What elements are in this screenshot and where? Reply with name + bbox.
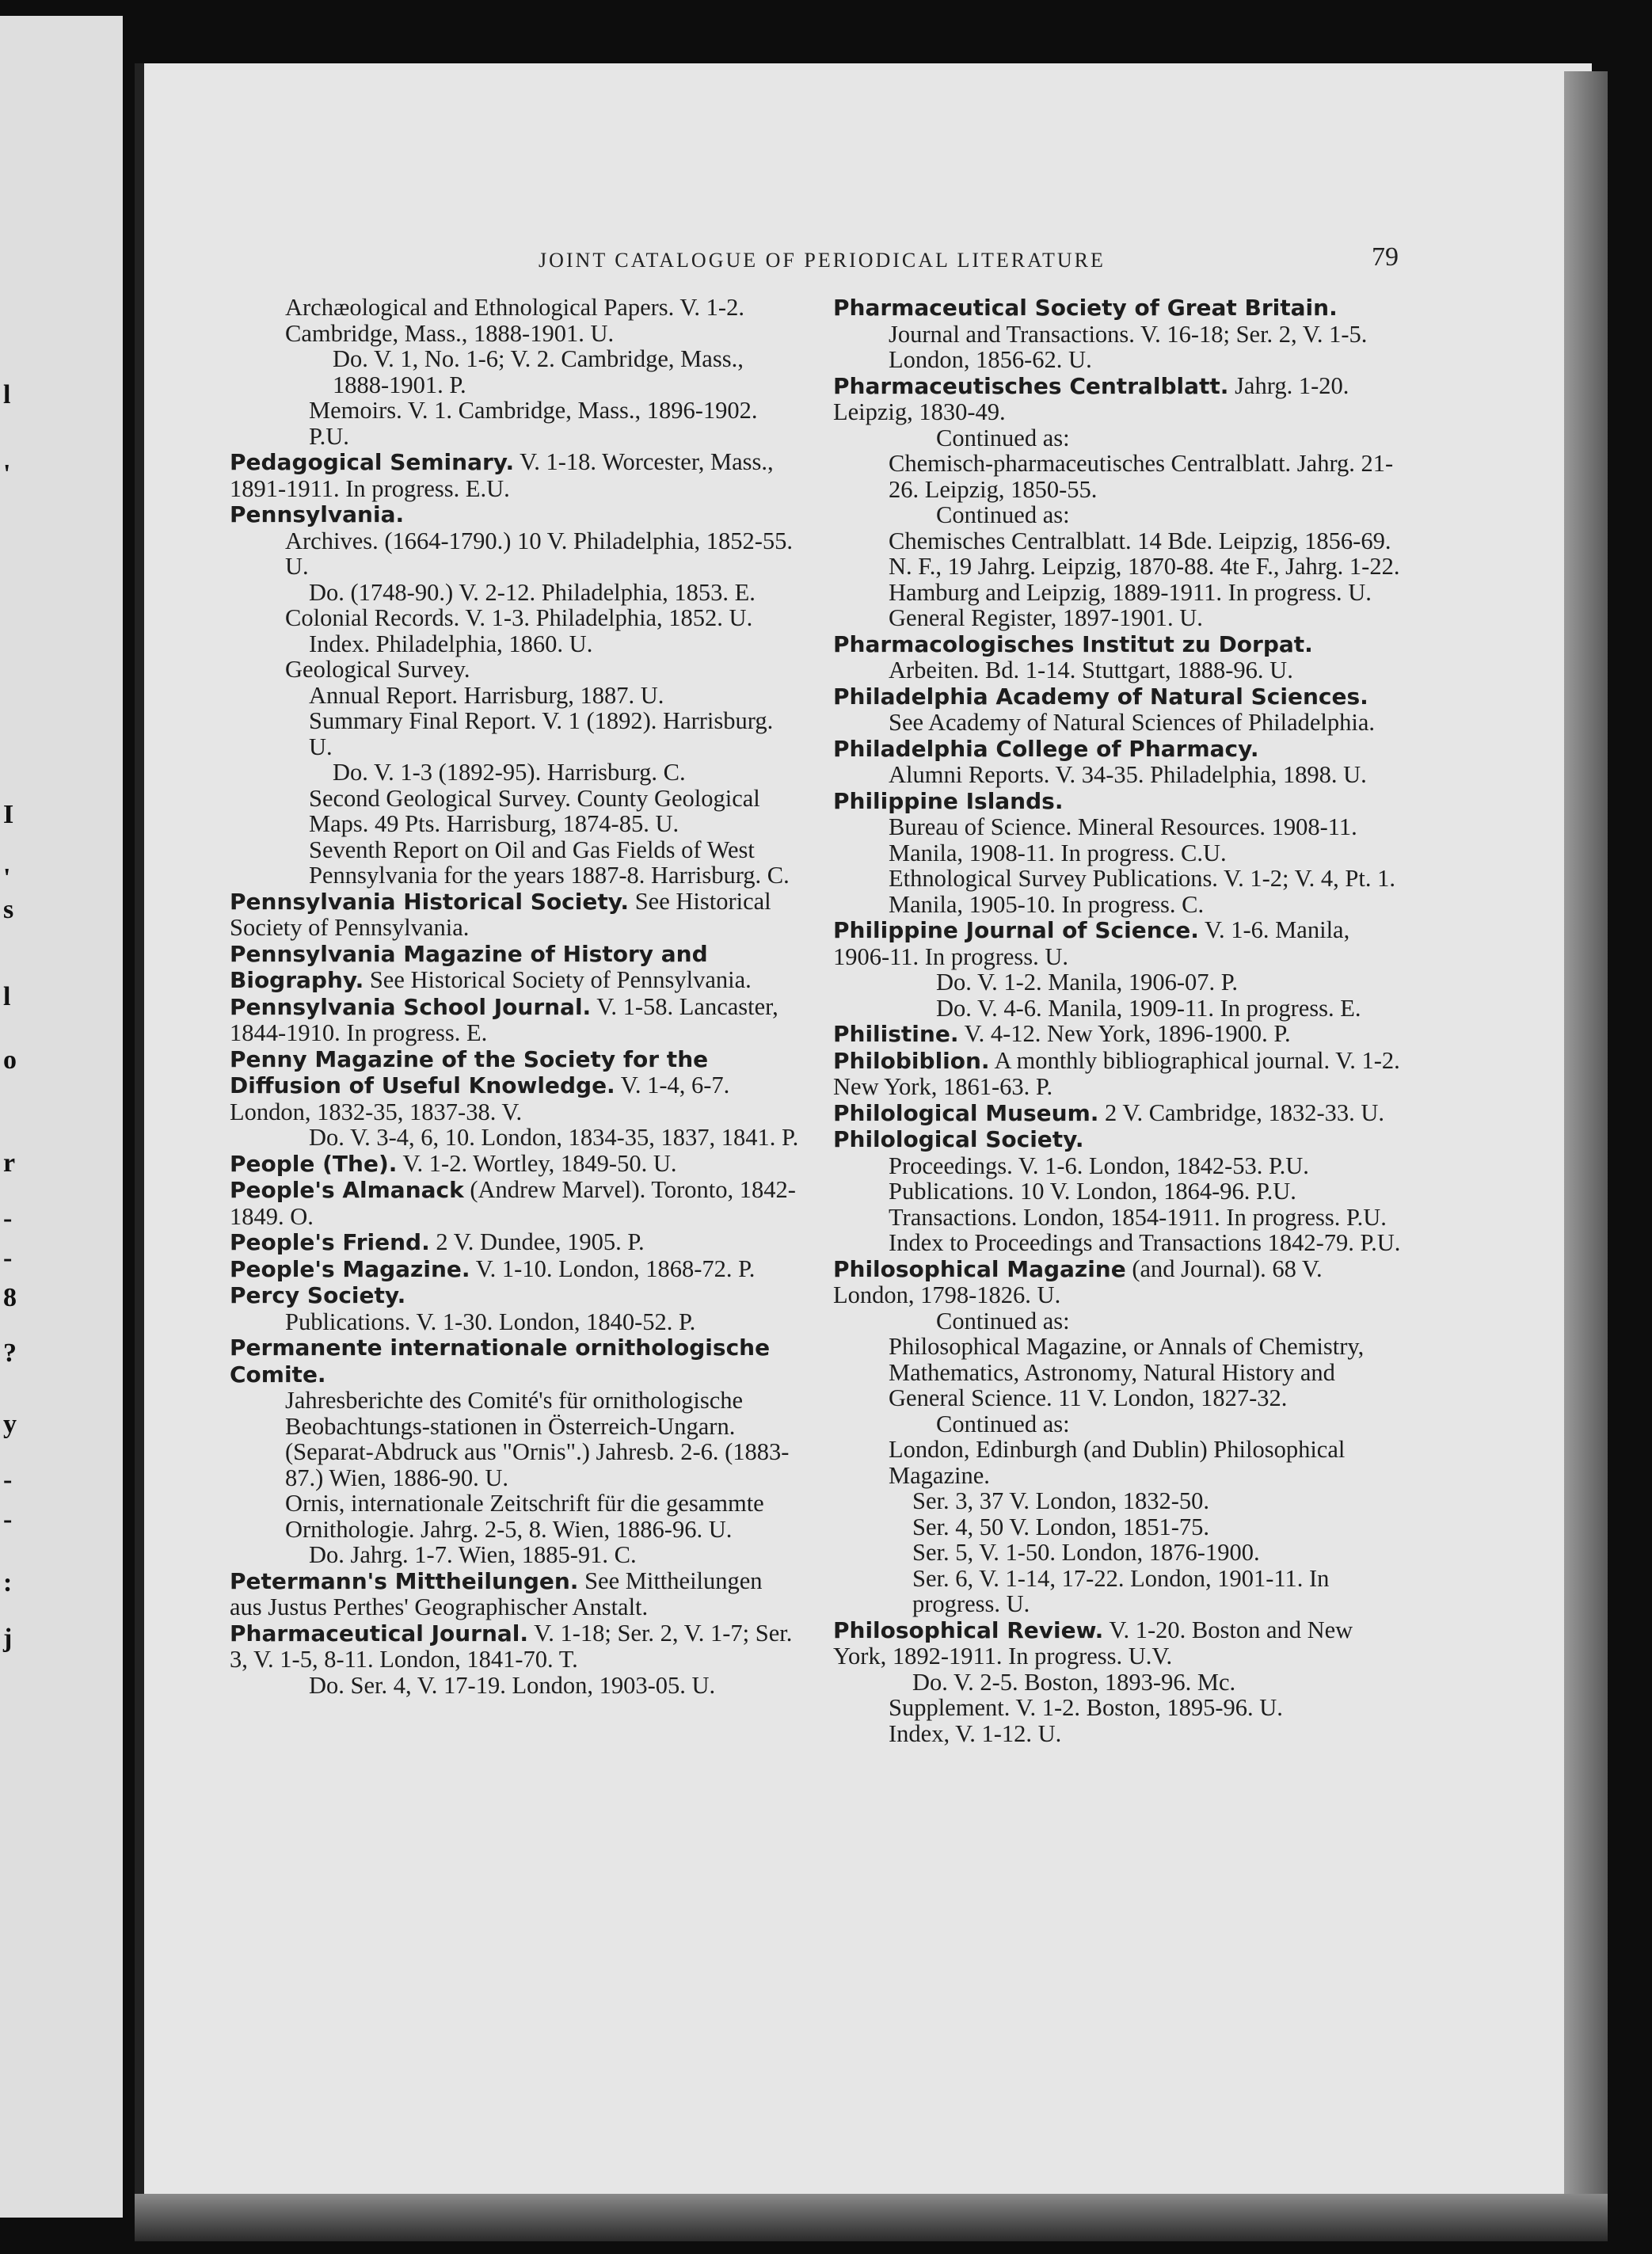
catalogue-entry xyxy=(230,708,800,760)
margin-fragment: j xyxy=(3,1624,13,1653)
entry-text: Do. V. 1, No. 1-6; V. 2. Cambridge, Mass., 1888-1901. P. xyxy=(333,345,744,398)
margin-fragment: r xyxy=(3,1148,16,1178)
entry-text: Ornis, internationale Zeitschrift für die gesammte Ornithologie. Jahrg. 2-5, 8. Wien, 1886-96. U. xyxy=(285,1490,764,1543)
catalogue-entry xyxy=(833,657,1403,683)
entry-text: Continued as: xyxy=(936,1307,1070,1335)
entry-text: Arbeiten. Bd. 1-14. Stuttgart, 1888-96. U. xyxy=(889,657,1293,683)
entry-text: Seventh Report on Oil and Gas Fields of West Pennsylvania for the years 1887-8. Harrisburg. C. xyxy=(309,836,790,889)
catalogue-entry xyxy=(833,1178,1403,1205)
entry-text: London, Edinburgh (and Dublin) Philosophical Magazine. xyxy=(889,1436,1346,1489)
catalogue-entry xyxy=(833,917,1403,969)
catalogue-entry xyxy=(230,346,800,398)
margin-fragment: l xyxy=(3,982,11,1011)
catalogue-entry xyxy=(833,1514,1403,1540)
catalogue-entry xyxy=(230,683,800,709)
catalogue-entry xyxy=(230,889,800,941)
catalogue-entry xyxy=(230,760,800,786)
entry-text: Do. V. 1-2. Manila, 1906-07. P. xyxy=(936,969,1238,996)
entry-text: V. 1-20. Boston and New York, 1892-1911. In progress. U.V. xyxy=(833,1616,1353,1670)
entry-text: (and Journal). 68 V. London, 1798-1826. U. xyxy=(833,1255,1323,1308)
entry-text: Do. V. 4-6. Manila, 1909-11. In progress. E. xyxy=(936,994,1361,1022)
entry-text: Do. (1748-90.) V. 2-12. Philadelphia, 1853. E. xyxy=(309,578,756,606)
catalogue-entry xyxy=(833,1230,1403,1256)
entry-text: Do. V. 3-4, 6, 10. London, 1834-35, 1837, 1841. P. xyxy=(309,1124,799,1151)
margin-fragment: - xyxy=(3,1505,13,1534)
catalogue-entry xyxy=(833,631,1403,658)
entry-text: Memoirs. V. 1. Cambridge, Mass., 1896-1902. P.U. xyxy=(309,397,758,450)
running-title: JOINT CATALOGUE OF PERIODICAL LITERATURE xyxy=(539,249,1106,272)
entry-text: Colonial Records. V. 1-3. Philadelphia, 1852. U. xyxy=(285,604,753,631)
entry-text: (Andrew Marvel). Toronto, 1842-1849. O. xyxy=(230,1176,796,1230)
catalogue-entry xyxy=(230,837,800,889)
catalogue-entry xyxy=(833,1617,1403,1670)
catalogue-entry xyxy=(230,398,800,449)
entry-text: Do. Jahrg. 1-7. Wien, 1885-91. C. xyxy=(309,1541,637,1568)
catalogue-entry xyxy=(230,1282,800,1309)
entry-heading: Philological Society. xyxy=(833,1126,1084,1152)
entry-text: V. 4-12. New York, 1896-1900. P. xyxy=(958,1020,1291,1047)
catalogue-entry xyxy=(833,1540,1403,1566)
entry-text: Chemisch-pharmaceutisches Centralblatt. Jahrg. 21-26. Leipzig, 1850-55. xyxy=(889,450,1394,503)
entry-heading: Pedagogical Seminary. xyxy=(230,449,515,475)
entry-text: V. 1-58. Lancaster, 1844-1910. In progress. E. xyxy=(230,992,778,1046)
entry-heading: Penny Magazine of the Society for the Diffusion of Useful Knowledge. xyxy=(230,1045,709,1098)
catalogue-entry xyxy=(230,941,800,994)
entry-text: Index, V. 1-12. U. xyxy=(889,1719,1062,1747)
entry-text: See Mittheilungen aus Justus Perthes' Geographischer Anstalt. xyxy=(230,1567,763,1620)
catalogue-entry xyxy=(833,1721,1403,1747)
entry-heading: Philippine Journal of Science. xyxy=(833,917,1199,943)
catalogue-entry xyxy=(230,1229,800,1256)
margin-fragment: o xyxy=(3,1045,17,1075)
margin-fragment: ' xyxy=(3,459,11,489)
entry-text: Philosophical Magazine, or Annals of Chemistry, Mathematics, Astronomy, Natural History and General Science. 11 V. London, 1827-32. xyxy=(889,1333,1365,1411)
catalogue-entry xyxy=(833,322,1403,373)
entry-text: V. 1-18. Worcester, Mass., 1891-1911. In progress. E.U. xyxy=(230,448,774,502)
catalogue-entry xyxy=(230,295,800,346)
catalogue-entry xyxy=(230,1335,800,1388)
entry-heading: Petermann's Mittheilungen. xyxy=(230,1567,579,1594)
catalogue-entry xyxy=(230,449,800,501)
catalogue-entry xyxy=(230,528,800,580)
entry-heading: Philosophical Magazine xyxy=(833,1255,1126,1282)
entry-heading: Pennsylvania. xyxy=(230,501,405,527)
entry-text: Transactions. London, 1854-1911. In progress. P.U. xyxy=(889,1203,1387,1231)
catalogue-entry xyxy=(833,1100,1403,1127)
entry-text: V. 1-18; Ser. 2, V. 1-7; Ser. 3, V. 1-5, 8-11. London, 1841-70. T. xyxy=(230,1619,793,1673)
entry-text: Do. V. 1-3 (1892-95). Harrisburg. C. xyxy=(333,759,686,786)
catalogue-entry xyxy=(230,1388,800,1491)
catalogue-entry xyxy=(230,605,800,631)
catalogue-entry xyxy=(833,1334,1403,1411)
catalogue-entry xyxy=(833,373,1403,425)
entry-text: Publications. V. 1-30. London, 1840-52. P. xyxy=(285,1308,696,1335)
catalogue-entry xyxy=(230,1177,800,1229)
entry-text: Chemisches Centralblatt. 14 Bde. Leipzig, 1856-69. N. F., 19 Jahrg. Leipzig, 1870-88. 4te F., Jahrg. 1-22. Hamburg and Leipzig, 1889-1911. In progress. U. xyxy=(889,527,1400,606)
entry-text: Journal and Transactions. V. 16-18; Ser. 2, V. 1-5. London, 1856-62. U. xyxy=(889,320,1368,373)
binding-shadow xyxy=(135,63,144,2233)
margin-fragment: ' xyxy=(3,863,11,893)
catalogue-entry xyxy=(833,814,1403,866)
catalogue-entry xyxy=(230,657,800,683)
entry-heading: People's Almanack xyxy=(230,1177,464,1203)
entry-text: Second Geological Survey. County Geological Maps. 49 Pts. Harrisburg, 1874-85. U. xyxy=(309,784,760,837)
entry-text: Proceedings. V. 1-6. London, 1842-53. P.U. xyxy=(889,1152,1309,1179)
facing-page-strip xyxy=(0,16,123,2218)
margin-fragment: - xyxy=(3,1243,13,1273)
page-edge-right xyxy=(1564,71,1608,2233)
page-number: 79 xyxy=(1372,242,1399,272)
entry-heading: Philosophical Review. xyxy=(833,1616,1104,1643)
catalogue-entry xyxy=(230,1491,800,1542)
entry-heading: Philobiblion. xyxy=(833,1047,990,1074)
catalogue-entry xyxy=(833,528,1403,606)
page-edge-bottom xyxy=(135,2194,1608,2241)
entry-text: V. 1-2. Wortley, 1849-50. U. xyxy=(397,1149,677,1177)
entry-heading: Pharmaceutisches Centralblatt. xyxy=(833,372,1229,399)
entry-text: Index. Philadelphia, 1860. U. xyxy=(309,630,593,657)
catalogue-entry xyxy=(230,994,800,1046)
entry-text: General Register, 1897-1901. U. xyxy=(889,604,1203,631)
catalogue-entry xyxy=(230,786,800,837)
entry-text: Supplement. V. 1-2. Boston, 1895-96. U. xyxy=(889,1694,1283,1721)
catalogue-entry xyxy=(833,1256,1403,1308)
catalogue-entry xyxy=(833,451,1403,502)
entry-heading: Philistine. xyxy=(833,1021,959,1047)
entry-text: 2 V. Dundee, 1905. P. xyxy=(429,1228,645,1255)
entry-text: See Historical Society of Pennsylvania. xyxy=(230,887,771,941)
entry-text: 2 V. Cambridge, 1832-33. U. xyxy=(1098,1098,1385,1126)
catalogue-entry xyxy=(230,501,800,528)
entry-text: Alumni Reports. V. 34-35. Philadelphia, 1898. U. xyxy=(889,761,1367,788)
margin-fragment: - xyxy=(3,1465,13,1494)
catalogue-entry xyxy=(230,1568,800,1620)
entry-text: Ser. 6, V. 1-14, 17-22. London, 1901-11. In progress. U. xyxy=(912,1564,1330,1617)
catalogue-entry xyxy=(230,1542,800,1568)
entry-heading: Philadelphia College of Pharmacy. xyxy=(833,735,1259,762)
entry-heading: Percy Society. xyxy=(230,1282,406,1308)
entry-heading: Pharmaceutical Journal. xyxy=(230,1620,529,1647)
entry-text: Jahresberichte des Comité's für ornithologische Beobachtungs-stationen in Österreich-Ungarn. (Separat-Abdruck aus "Ornis".) Jahresb. 2-6. (1883-87.) Wien, 1886-90. U. xyxy=(285,1387,790,1491)
entry-text: Jahrg. 1-20. Leipzig, 1830-49. xyxy=(833,371,1349,425)
catalogue-entry xyxy=(230,1046,800,1125)
entry-heading: Permanente internationale ornithologische Comite. xyxy=(230,1335,771,1388)
margin-fragment: : xyxy=(3,1568,13,1597)
catalogue-entry xyxy=(833,736,1403,763)
margin-fragment: 8 xyxy=(3,1283,17,1312)
left-column xyxy=(230,295,800,1698)
catalogue-entry xyxy=(833,996,1403,1022)
catalogue-entry xyxy=(230,1151,800,1178)
entry-text: Ser. 3, 37 V. London, 1832-50. xyxy=(912,1487,1210,1514)
entry-heading: Pennsylvania School Journal. xyxy=(230,993,592,1020)
entry-heading: Philippine Islands. xyxy=(833,787,1064,814)
catalogue-entry xyxy=(230,580,800,606)
catalogue-entry xyxy=(833,1048,1403,1100)
catalogue-entry xyxy=(833,1205,1403,1231)
catalogue-entry xyxy=(833,969,1403,996)
entry-text: Ethnological Survey Publications. V. 1-2; V. 4, Pt. 1. Manila, 1905-10. In progress. C. xyxy=(889,865,1395,918)
facing-page-margin-text xyxy=(0,16,24,2218)
entry-text: Do. V. 2-5. Boston, 1893-96. Mc. xyxy=(912,1668,1236,1696)
catalogue-entry xyxy=(230,1620,800,1673)
margin-fragment: - xyxy=(3,1204,13,1233)
catalogue-entry xyxy=(230,631,800,657)
catalogue-entry xyxy=(833,788,1403,815)
margin-fragment: y xyxy=(3,1410,17,1439)
catalogue-entry xyxy=(833,605,1403,631)
catalogue-entry xyxy=(833,683,1403,710)
catalogue-entry xyxy=(833,425,1403,451)
entry-heading: Pennsylvania Magazine of History and Biography. xyxy=(230,940,708,993)
entry-text: Publications. 10 V. London, 1864-96. P.U. xyxy=(889,1178,1296,1205)
catalogue-entry xyxy=(833,1670,1403,1696)
entry-text: Index to Proceedings and Transactions 1842-79. P.U. xyxy=(889,1229,1401,1256)
entry-text: A monthly bibliographical journal. V. 1-2. New York, 1861-63. P. xyxy=(833,1046,1400,1100)
entry-text: Continued as: xyxy=(936,1410,1070,1437)
catalogue-entry xyxy=(230,1673,800,1699)
catalogue-entry xyxy=(833,1566,1403,1617)
entry-heading: People (The). xyxy=(230,1150,398,1177)
entry-heading: Pharmaceutical Society of Great Britain. xyxy=(833,295,1338,321)
catalogue-entry xyxy=(833,1411,1403,1437)
catalogue-entry xyxy=(833,1488,1403,1514)
catalogue-entry xyxy=(833,1126,1403,1153)
entry-heading: People's Magazine. xyxy=(230,1255,470,1282)
catalogue-entry xyxy=(833,866,1403,917)
margin-fragment: s xyxy=(3,895,14,924)
margin-fragment: ? xyxy=(3,1338,17,1368)
catalogue-entry xyxy=(833,295,1403,322)
catalogue-entry xyxy=(833,502,1403,528)
entry-heading: Pennsylvania Historical Society. xyxy=(230,888,630,915)
entry-text: Continued as: xyxy=(936,501,1070,528)
entry-text: Archives. (1664-1790.) 10 V. Philadelphia, 1852-55. U. xyxy=(285,527,793,580)
catalogue-entry xyxy=(230,1125,800,1151)
entry-heading: Philological Museum. xyxy=(833,1099,1099,1126)
entry-text: See Historical Society of Pennsylvania. xyxy=(364,966,752,993)
entry-text: Archæological and Ethnological Papers. V. 1-2. Cambridge, Mass., 1888-1901. U. xyxy=(285,294,744,347)
entry-text: See Academy of Natural Sciences of Philadelphia. xyxy=(889,709,1376,736)
catalogue-entry xyxy=(833,1153,1403,1179)
entry-text: Ser. 4, 50 V. London, 1851-75. xyxy=(912,1513,1210,1540)
entry-text: Continued as: xyxy=(936,424,1070,451)
entry-heading: Philadelphia Academy of Natural Sciences. xyxy=(833,683,1368,710)
entry-text: Ser. 5, V. 1-50. London, 1876-1900. xyxy=(912,1539,1260,1566)
catalogue-entry xyxy=(230,1256,800,1283)
entry-text: V. 1-6. Manila, 1906-11. In progress. U. xyxy=(833,916,1350,970)
right-column xyxy=(833,295,1403,1746)
catalogue-entry xyxy=(833,1437,1403,1488)
entry-text: Summary Final Report. V. 1 (1892). Harrisburg. U. xyxy=(309,707,774,760)
margin-fragment: I xyxy=(3,800,14,829)
catalogue-entry xyxy=(833,1308,1403,1335)
catalogue-entry xyxy=(833,762,1403,788)
entry-heading: People's Friend. xyxy=(230,1229,430,1255)
entry-text: V. 1-10. London, 1868-72. P. xyxy=(470,1255,756,1282)
margin-fragment: l xyxy=(3,380,11,409)
catalogue-entry xyxy=(833,1021,1403,1048)
entry-text: Do. Ser. 4, V. 17-19. London, 1903-05. U. xyxy=(309,1671,716,1699)
entry-text: Bureau of Science. Mineral Resources. 1908-11. Manila, 1908-11. In progress. C.U. xyxy=(889,813,1357,866)
catalogue-entry xyxy=(230,1309,800,1335)
entry-heading: Pharmacologisches Institut zu Dorpat. xyxy=(833,630,1313,657)
entry-text: V. 1-4, 6-7. London, 1832-35, 1837-38. V. xyxy=(230,1072,730,1125)
catalogue-entry xyxy=(833,710,1403,736)
entry-text: Annual Report. Harrisburg, 1887. U. xyxy=(309,681,664,709)
entry-text: Geological Survey. xyxy=(285,656,470,683)
catalogue-entry xyxy=(833,1695,1403,1721)
